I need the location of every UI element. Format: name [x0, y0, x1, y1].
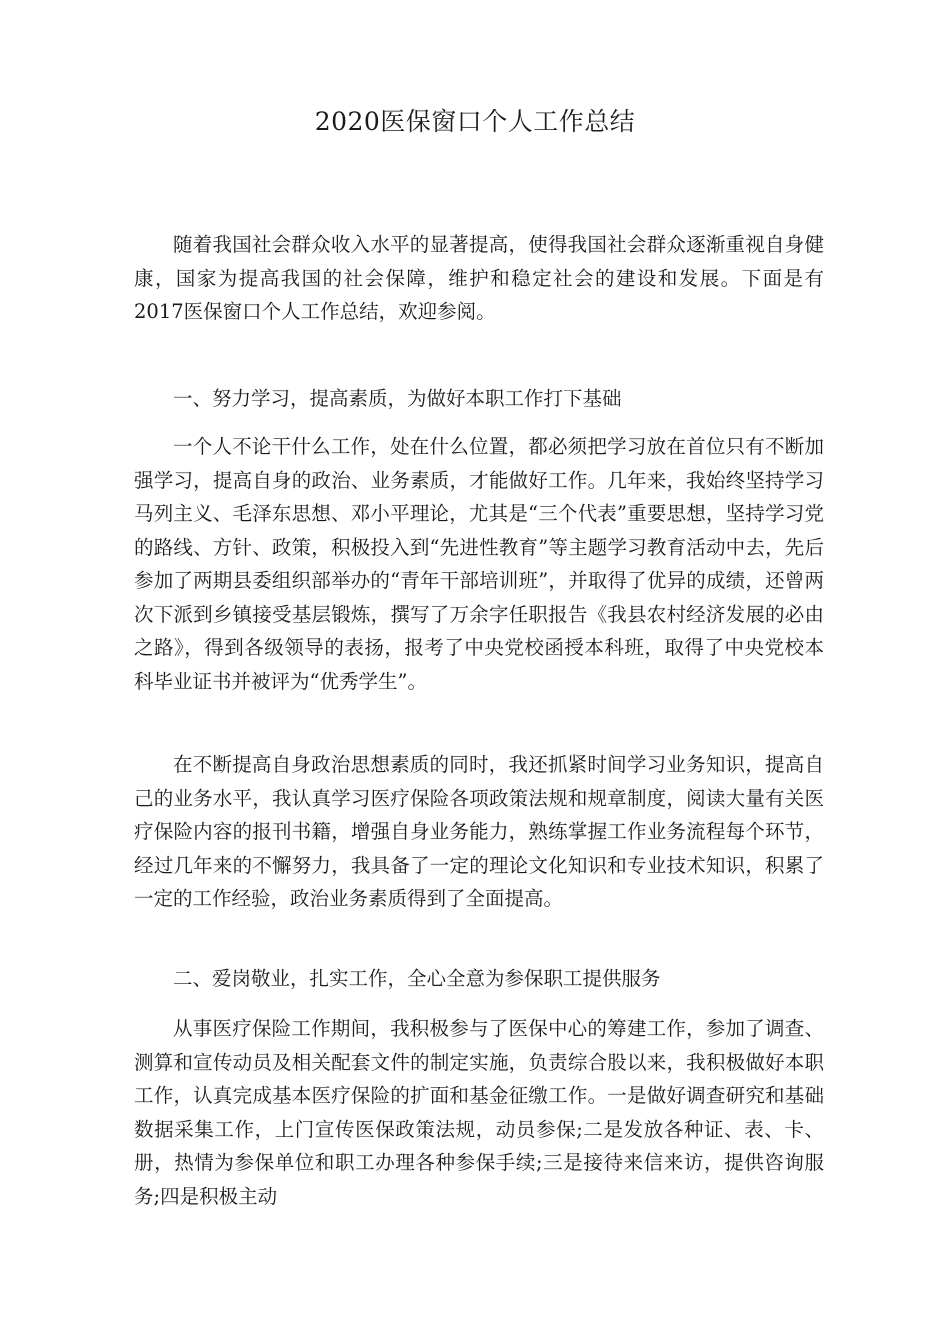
document-title: 2020医保窗口个人工作总结 — [314, 107, 636, 136]
section-1-paragraph-1: 一个人不论干什么工作，处在什么位置，都必须把学习放在首位只有不断加强学习，提高自身的政治、业务素质，才能做好工作。几年来，我始终坚持学习马列主义、毛泽东思想、邓小平理论，尤其是“三个代表”重要思想，坚持学习党的路线、方针、政策，积极投入到“先进性教育”等主题学习教育活动中去，先后参加了两期县委组织部举办的“青年干部培训班”，并取得了优异的成绩，还曾两次下派到乡镇接受基层锻炼，撰写了万余字任职报告《我县农村经济发展的必由之路》，得到各级领导的表扬，报考了中央党校函授本科班，取得了中央党校本科毕业证书并被评为“优秀学生”。 — [134, 435, 824, 693]
section-2-paragraph-1: 从事医疗保险工作期间，我积极参与了医保中心的筹建工作，参加了调查、测算和宣传动员及相关配套文件的制定实施，负责综合股以来，我积极做好本职工作，认真完成基本医疗保险的扩面和基金征缴工作。一是做好调查研究和基础数据采集工作，上门宣传医保政策法规，动员参保;二是发放各种证、表、卡、册，热情为参保单位和职工办理各种参保手续;三是接待来信来访，提供咨询服务;四是积极主动 — [134, 1017, 824, 1208]
section-1-heading: 一、努力学习，提高素质，为做好本职工作打下基础 — [173, 387, 622, 410]
section-2-heading: 二、爱岗敬业，扎实工作，全心全意为参保职工提供服务 — [173, 967, 661, 990]
section-1-paragraph-2: 在不断提高自身政治思想素质的同时，我还抓紧时间学习业务知识，提高自己的业务水平，我认真学习医疗保险各项政策法规和规章制度，阅读大量有关医疗保险内容的报刊书籍，增强自身业务能力，熟练掌握工作业务流程每个环节，经过几年来的不懈努力，我具备了一定的理论文化知识和专业技术知识，积累了一定的工作经验，政治业务素质得到了全面提高。 — [134, 753, 824, 910]
intro-paragraph: 随着我国社会群众收入水平的显著提高，使得我国社会群众逐渐重视自身健康，国家为提高我国的社会保障，维护和稳定社会的建设和发展。下面是有2017医保窗口个人工作总结，欢迎参阅。 — [134, 233, 824, 323]
